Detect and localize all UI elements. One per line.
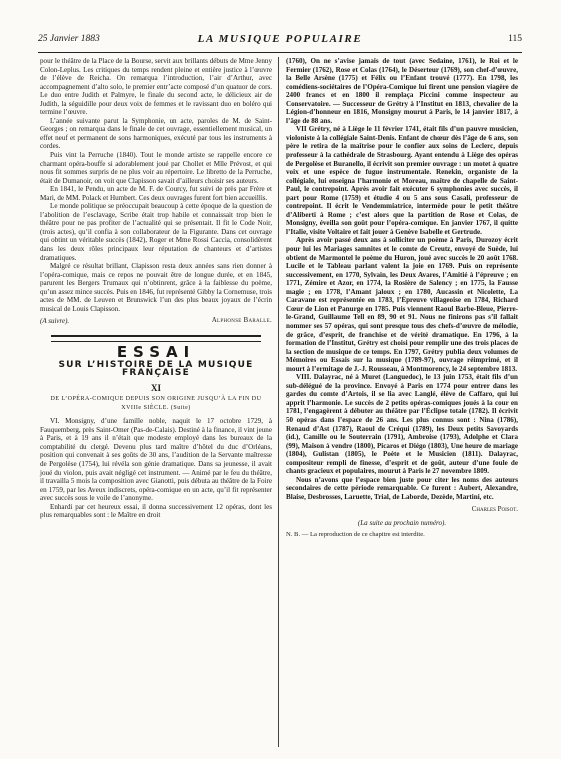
- author-name: Alphonse Baralle.: [211, 317, 272, 325]
- article-signature: [40, 317, 272, 326]
- paragraph: VI. Monsigny, d’une famille noble, naquit le 17 octobre 1729, à Fauquemberg, près Saint-Omer (Pas-de-Calais). Destiné à la finance, il vint jeune à Paris, et à 19 ans il n’était que modeste employé dans les bureaux de la comptabilité du clergé. Devenu plus tard maître d’hôtel du duc d’Orléans, position qui convenait à ses goûts de 30 ans, l’audition de la Servante maîtresse de Pergolèse (1754), lui révéla son génie dramatique. Dans sa jeunesse, il avait joué du violon, puis avait négligé cet instrument. — Animé par le feu du théâtre, il travailla 5 mois la composition avec Gianotti, puis débuta au théâtre de la Foire en 1759, par les Aveux indiscrets, opéra-comique en un acte, qu’il fit représenter avec succès sous le voile de l’anonyme.: [40, 417, 272, 503]
- chapter-heading: DE L’OPÉRA-COMIQUE DEPUIS SON ORIGINE JUSQU’À LA FIN DU XVIIIe SIÈCLE. (Suite): [50, 396, 262, 411]
- journal-title: LA MUSIQUE POPULAIRE: [197, 33, 363, 45]
- paragraph: pour le théâtre de la Place de la Bourse, servit aux brillants débuts de Mme Jenny Colon-Leplus. Les critiques du temps rendent pleine et entière justice à l’œuvre de l’élève de Reicha. On remarqua l’introduction, l’air d’Arthur, avec accompagnement d’alto solo, le premier entr’acte composé d’un quatuor de cors. Le duo entre Judith et Palmyre, le finale du second acte, le délicieux air de Judith, la séguidille pour deux voix de femmes et le ravissant duo en boléro qui termine l’œuvre.: [40, 57, 272, 117]
- page-header: [38, 34, 522, 50]
- issue-date: 25 Janvier 1883: [38, 34, 100, 44]
- paragraph: Puis vint la Perruche (1840). Tout le monde artiste se rappelle encore ce charmant opéra-bouffe si adorablement joué par Chollet et Mlle Prévost, et qui nous fit sommes surpris de ne plus voir au répertoire. Le libretto de la Perruche, était de Dumanoir, on voit que Clapisson savait d’ailleurs choisir ses auteurs.: [40, 151, 272, 185]
- to-be-continued: (La suite au prochain numéro).: [357, 518, 447, 527]
- author-name: Charles Poisot.: [471, 505, 518, 514]
- column-divider: [278, 57, 279, 747]
- paragraph: Le monde politique se préoccupait beaucoup à cette époque de la question de l’abolition de l’esclavage, Scribe était trop habile et connaissait trop bien le théâtre pour ne pas profiter de l’actualité qui se présentait. Il fit le Code Noir, (trois actes), qu’il confia à son collaborateur de la Figurante. Dans cet ouvrage qui obtint un véritable succès (1842), Roger et Mme Rossi Caccia, consolidèrent dans les deux rôles principaux leur réputation de chanteurs et d’artistes dramatiques.: [40, 202, 272, 262]
- paragraph: Nous n’avons que l’espace bien juste pour citer les noms des auteurs secondaires de cette période remarquable. Ce furent : Aubert, Alexandre, Blaise, Desbrosses, Laruette, Trial, de Laborde, Dezède, Martini, etc.: [286, 475, 518, 501]
- right-column: [286, 57, 518, 747]
- chapter-number: XI: [150, 382, 161, 393]
- article-title: ESSAI: [116, 342, 196, 361]
- paragraph: VII Grétry, né à Liège le 11 février 1741, était fils d’un pauvre musicien, violoniste à la collégiale Saint-Denis. Enfant de chœur dès l’âge de 6 ans, son père le retira de la maîtrise pour le confier aux soins de Leclerc, depuis professeur à la cathédrale de Strasbourg. Ayant entendu à Liège des opéras de Pergolèse et Buranello, il écrivit son premier ouvrage : un motet à quatre voix et une espèce de fugue instrumentale. Renekin, organiste de la collégiale, lui enseigna l’harmonie et Moreau, maître de chapelle de Saint-Paul, le contrepoint. Après avoir fait exécuter 6 symphonies avec succès, il part pour Rome (1759) et étudie 4 ou 5 ans sous Casali, professeur de contrepoint. Il écrit le Vendemmiatrice, intermède pour le petit théâtre d’Aliberti à Rome ; c’est alors que la partition de Rose et Colas, de Monsigny, éveilla son goût pour l’opéra-comique. En janvier 1767, il quitte l’Italie, visite Voltaire et fait jouer à Genève Isabelle et Gertrude.: [286, 125, 518, 236]
- paragraph: En 1841, le Pendu, un acte de M. F. de Courcy, fut suivi de près par Frère et Mari, de MM. Polack et Humbert. Ces deux ouvrages furent fort bien accueillis.: [40, 185, 272, 202]
- paragraph: Enhardi par cet heureux essai, il donna successivement 12 opéras, dont les plus remarquables sont : le Maître en droit: [40, 502, 272, 520]
- paragraph: Malgré ce résultat brillant, Clapisson resta deux années sans rien donner à l’opéra-comique, mais ce repos ne pouvait être de longue durée, et en 1845, parurent les Bergers Trumaux qui n’obtinrent, grâce à la faiblesse du poème, qu’un assez mince succès. Puis en 1846, fut représenté Gibby la Cornemuse, trois actes de MM. de Leuven et Brunswick l’un des plus beaux joyaux de l’écrin musical de Louis Clapisson.: [40, 262, 272, 313]
- left-column: [40, 57, 272, 747]
- section-divider: [51, 335, 261, 342]
- article-subtitle: SUR L’HISTOIRE DE LA MUSIQUE FRANÇAISE: [58, 359, 254, 379]
- to-be-continued: (A suivre).: [40, 317, 70, 326]
- paragraph: (1760), On ne s’avise jamais de tout (avec Sedaine, 1761), le Roi et le Fermier (1762), Rose et Colas (1764), le Déserteur (1769), son chef-d’œuvre, la Belle Arsène (1775) et Félix ou l’Enfant trouvé (1777). En 1798, les comédiens-sociétaires de l’Opéra-Comique lui firent une pension viagère de 2400 francs et en 1800 il remplaça Piccini comme inspecteur au Conservatoire. — Successeur de Grétry à l’Institut en 1813, chevalier de la Légion-d’honneur en 1816, Monsigny mourut à Paris, le 14 janvier 1817, à l’âge de 88 ans.: [286, 57, 518, 125]
- page-number: 115: [508, 34, 522, 44]
- reproduction-notice: N. B. — La reproduction de ce chapitre est interdite.: [286, 530, 425, 538]
- paragraph: Après avoir passé deux ans à solliciter un poème à Paris, Durozoy écrit pour lui les Mariages samnites et le comte de Creutz, envoyé de Suède, lui obtient de Marmontel le poème du Huron, joué avec succès le 20 août 1768. Lucile et le Tableau parlant valent la joie en 1769. Puis on représente successivement, en 1770, Sylvain, les Deux Avares, l’Amitié à l’épreuve ; en 1771, Zémire et Azor, en 1774, la Rosière de Salency ; en 1775, la Fausse magie ; en 1778, l’Amant jaloux ; en 1780, Aucassin et Nicolette, La Caravane est représentée en 1783, l’Épreuve villageoise en 1784, Richard Cœur de Lion et Panurge en 1785. Puis viennent Raoul Barbe-Bleue, Pierre-le-Grand, Guillaume Tell en 89, 90 et 91. Nous ne finirons pas s’il fallait nommer ses 57 opéras, qui sont presque tous des chefs-d’œuvre de mélodie, de grâce, d’esprit, de franchise et de vérité dramatique. En 1796, à la formation de l’Institut, Grétry est choisi pour remplir une des trois places de la section de musique de ce temps. En 1797, Grétry publia deux volumes de Mémoires ou Essais sur la musique (1789-97), ouvrage réimprimé, et il mourt à l’ermitage de J.-J. Rousseau, à Montmorency, le 24 septembre 1813.: [286, 236, 518, 373]
- header-rule: [38, 52, 522, 53]
- paragraph: L’année suivante parut la Symphonie, un acte, paroles de M. de Saint-Georges ; on remarqua dans le finale de cet ouvrage, essentiellement musical, un effet neuf et permanent de sons harmoniques, exécuté par tous les instruments à cordes.: [40, 116, 272, 151]
- paragraph: VIII. Dalayrac, né à Muret (Languedoc), le 13 juin 1753, était fils d’un sub-délégué de la province. Envoyé à Paris en 1774 pour entrer dans les gardes du comte d’Artois, il se lia avec Langlé, élève de Caffaro, qui lui apprit l’harmonie. Le succès de 2 petits opéras-comiques joués à la cour en 1781, l’engagèrent à débuter au théâtre par l’Éclipse totale (1782). Il écrivit 50 opéras dans l’espace de 26 ans. Les plus connus sont : Nina (1786), Renaud d’Ast (1787), Raoul de Créqui (1789), les Deux petits Savoyards (id.), Camille ou le Souterrain (1791), Ambroise (1793), Adolphe et Clara (99), Maison à vendre (1800), Picaros et Diégo (1803), Une heure de mariage (1804), Gulistan (1805), le Poète et le Musicien (1811). Dalayrac, compositeur rempli de finesse, d’esprit et de goût, auteur d’une foule de chants gracieux et populaires, mourut à Paris le 27 novembre 1809.: [286, 373, 518, 476]
